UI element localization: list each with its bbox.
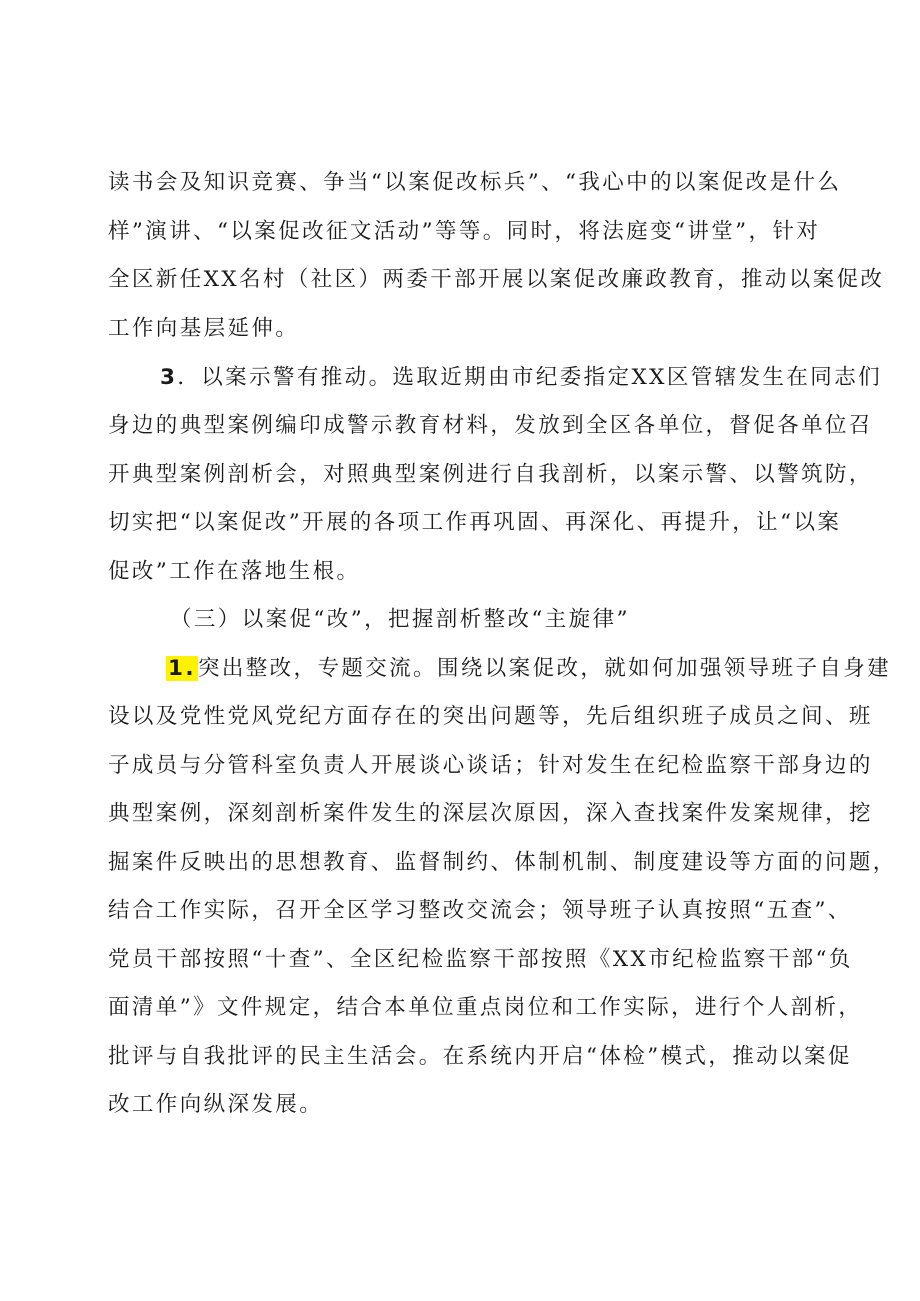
para3-line-6: 结合工作实际，召开全区学习整改交流会；领导班子认真按照“五查”、 xyxy=(108,898,852,923)
para3-line-2: 设以及党性党风党纪方面存在的突出问题等，先后组织班子成员之间、班 xyxy=(108,704,873,729)
para2-line-1 xyxy=(160,363,882,393)
para1-line-4: 工作向基层延伸。 xyxy=(108,316,300,341)
para3-line-9: 批评与自我批评的民主生活会。在系统内开启“体检”模式，推动以案促 xyxy=(108,1044,852,1069)
para3-line-7: 党员干部按照“十查”、全区纪检监察干部按照《XX市纪检监察干部“负 xyxy=(108,947,853,972)
para2-number: 3 xyxy=(160,365,178,390)
para3-line-1-text: 突出整改，专题交流。围绕以案促改，就如何加强领导班子自身建 xyxy=(197,656,892,681)
para3-number-highlighted: 1. xyxy=(168,656,196,681)
para3-line-10: 改工作向纵深发展。 xyxy=(108,1092,324,1117)
para3-line-4: 典型案例，深刻剖析案件发生的深层次原因，深入查找案件发案规律，挖 xyxy=(108,801,873,826)
section-heading-3: （三）以案促“改”，把握剖析整改“主旋律” xyxy=(170,607,630,632)
para1-line-3: 全区新任XX名村（社区）两委干部开展以案促改廉政教育，推动以案促改 xyxy=(108,267,885,292)
para3-line-8: 面清单”》文件规定，结合本单位重点岗位和工作实际，进行个人剖析， xyxy=(108,995,863,1020)
para3-line-1 xyxy=(166,654,891,684)
para1-line-2: 样”演讲、“以案促改征文活动”等等。同时，将法庭变“讲堂”，针对 xyxy=(108,219,821,244)
para2-line-2: 身边的典型案例编印成警示教育材料，发放到全区各单位，督促各单位召 xyxy=(108,413,873,438)
para2-line-1-text: ．以案示警有推动。选取近期由市纪委指定XX区管辖发生在同志们 xyxy=(177,365,882,390)
para3-line-5: 掘案件反映出的思想教育、监督制约、体制机制、制度建设等方面的问题， xyxy=(108,850,897,875)
para1-line-1: 读书会及知识竞赛、争当“以案促改标兵”、“我心中的以案促改是什么 xyxy=(108,170,842,195)
para2-line-3: 开典型案例剖析会，对照典型案例进行自我剖析，以案示警、以警筑防， xyxy=(108,462,873,487)
para2-line-4: 切实把“以案促改”开展的各项工作再巩固、再深化、再提升，让“以案 xyxy=(108,510,842,535)
para2-line-5: 促改”工作在落地生根。 xyxy=(108,559,361,584)
para3-line-3: 子成员与分管科室负责人开展谈心谈话；针对发生在纪检监察干部身边的 xyxy=(108,753,873,778)
